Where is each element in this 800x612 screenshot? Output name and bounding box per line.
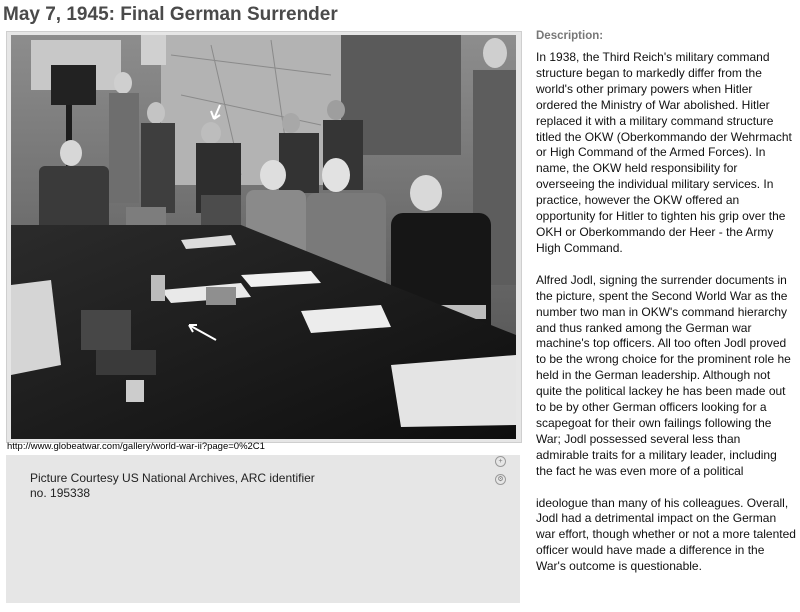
settings-icon[interactable]: ⚙ <box>495 474 506 485</box>
photo-controls <box>495 450 520 486</box>
caption-box <box>6 455 520 603</box>
photo-frame <box>6 31 522 443</box>
description-text <box>536 50 796 575</box>
page-title: May 7, 1945: Final German Surrender <box>3 4 338 25</box>
photo-caption: Picture Courtesy US National Archives, ARC identifier no. 195338 <box>30 471 315 500</box>
surrender-photo[interactable] <box>11 35 516 439</box>
photo-illustration <box>11 35 516 439</box>
source-url[interactable]: http://www.globeatwar.com/gallery/world-war-ii?page=0%2C1 <box>7 441 265 452</box>
description-paragraph-1: In 1938, the Third Reich's military command structure began to markedly differ from the world's other primary powers when Hitler ordered the Ministry of War abolished. Hitler replaced it with a military command structure titled the OKW (Oberkommando der Wehrmacht or High Command of the Armed Forces). In name, the OKW held responsibility for overseeing the individual military services. In practice, however the OKW offered an opportunity for Hitler to tighten his grip over the OKH or Oberkommando der Heer - the Army High Command. <box>536 50 792 255</box>
zoom-icon[interactable]: + <box>495 456 506 467</box>
description-heading: Description: <box>536 30 604 42</box>
description-paragraph-2: Alfred Jodl, signing the surrender documents in the picture, spent the Second World War as the number two man in OKW's command hierarchy and thus ranked among the German war machine's top officers. All too often Jodl proved to be the wrong choice for the prominent role he held in the German leadership. Although not quite the political lackey he has been made out to be by other German officers looking for a scapegoat for their own failings following the War; Jodl possessed several less than admirable traits for a military leader, including the fact he was even more of a political <box>536 272 791 478</box>
description-paragraph-3: ideologue than many of his colleagues. Overall, Jodl had a detrimental impact on the German war effort, though whether or not a more talented officer would have made a difference in the War's outcome is questionable. <box>536 495 796 574</box>
